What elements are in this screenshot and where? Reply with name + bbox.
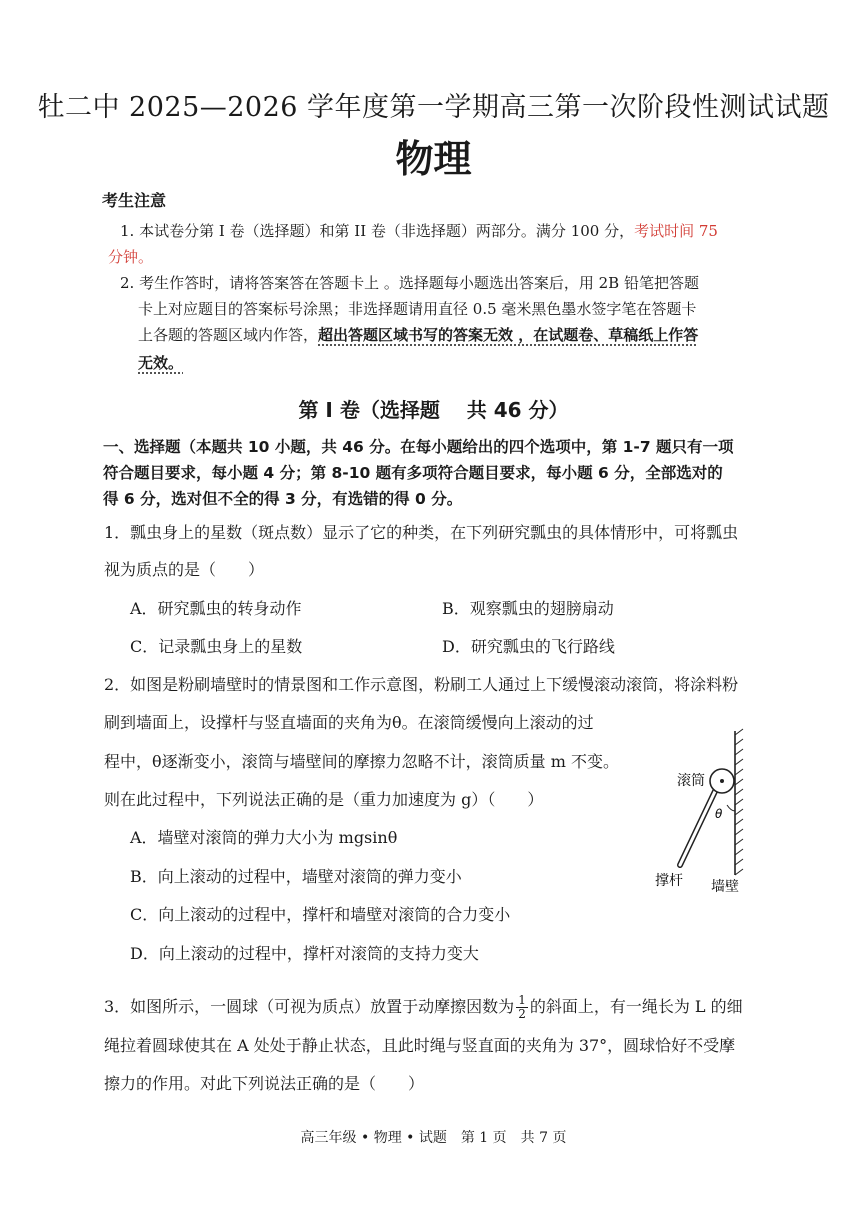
section-intro-line3: 得 6 分，选对但不全的得 3 分，有选错的得 0 分。: [103, 490, 463, 508]
friction-fraction: [516, 994, 528, 1021]
notice-item-2-line1: 2. 考生作答时，请将答案答在答题卡上 。选择题每小题选出答案后，用 2B 铅笔把答题: [120, 274, 699, 292]
wall-label: 墙壁: [711, 879, 739, 895]
rod-label: 撑杆: [655, 873, 683, 889]
notice-invalid-warning-cont: 无效。: [138, 354, 184, 372]
question-2-option-b: B．向上滚动的过程中，墙壁对滚筒的弹力变小: [130, 867, 462, 886]
question-2-option-a: A．墙壁对滚筒的弹力大小为 mgsinθ: [130, 828, 398, 847]
section-intro-line2: 符合题目要求，每小题 4 分；第 8-10 题有多项符合题目要求，每小题 6 分，全部选对的: [103, 464, 723, 482]
notice-item-1: [120, 220, 718, 241]
notice-time-highlight-cont: 分钟。: [108, 248, 154, 266]
page-footer: 高三年级 • 物理 • 试题 第 1 页 共 7 页: [300, 1130, 567, 1146]
roller-label: 滚筒: [677, 773, 705, 789]
question-1-option-c: C．记录瓢虫身上的星数: [130, 637, 303, 656]
question-3-stem-line3: 擦力的作用。对此下列说法正确的是（ ）: [104, 1074, 425, 1093]
question-3-stem-line1a: 3．如图所示，一圆球（可视为质点）放置于动摩擦因数为: [104, 997, 515, 1016]
notice-invalid-warning: 超出答题区域书写的答案无效 ，在试题卷、草稿纸上作答: [318, 326, 699, 344]
question-2-option-d: D．向上滚动的过程中，撑杆对滚筒的支持力变大: [130, 944, 479, 963]
fraction-numerator: 1: [518, 993, 526, 1007]
angle-label: θ: [715, 807, 723, 821]
notice-item-2-line2: 卡上对应题目的答案标号涂黑；非选择题请用直径 0.5 毫米黑色墨水签字笔在答题卡: [138, 300, 697, 318]
question-3-stem-line2: 绳拉着圆球使其在 A 处处于静止状态，且此时绳与竖直面的夹角为 37°，圆球恰好不受摩: [104, 1036, 736, 1055]
notice-item-2-line3: [138, 324, 698, 345]
question-1-option-b: B．观察瓢虫的翅膀扇动: [442, 599, 614, 618]
section-title: 第 I 卷（选择题 共 46 分）: [298, 398, 569, 422]
question-3-stem-line1: [104, 994, 743, 1021]
question-2-stem-line3: 程中，θ逐渐变小，滚筒与墙壁间的摩擦力忽略不计，滚筒质量 m 不变。: [104, 752, 619, 771]
question-1-option-d: D．研究瓢虫的飞行路线: [442, 637, 615, 656]
roller-axle: [720, 779, 724, 783]
subject-title: 物理: [395, 136, 472, 181]
question-1-option-a: A．研究瓢虫的转身动作: [130, 599, 302, 618]
question-1-stem-line1: 1．瓢虫身上的星数（斑点数）显示了它的种类，在下列研究瓢虫的具体情形中，可将瓢虫: [104, 523, 739, 542]
question-2-option-c: C．向上滚动的过程中，撑杆和墙壁对滚筒的合力变小: [130, 905, 511, 924]
wall-hatching: [735, 729, 743, 875]
exam-title: 牡二中 2025—2026 学年度第一学期高三第一次阶段性测试试题: [37, 92, 830, 123]
section-intro-line1: 一、选择题（本题共 10 小题，共 46 分。在每小题给出的四个选项中，第 1-7 题只有一项: [103, 438, 734, 456]
fraction-denominator: 2: [518, 1007, 526, 1021]
question-3-stem-line1b: 的斜面上，有一绳长为 L 的细: [529, 997, 743, 1016]
question-2-stem-line1: 2．如图是粉刷墙壁时的情景图和工作示意图，粉刷工人通过上下缓慢滚动滚筒，将涂料粉: [104, 675, 739, 694]
notice-heading: 考生注意: [102, 191, 167, 210]
roller-wall-diagram: [655, 725, 775, 895]
angle-arc: [727, 805, 735, 811]
question-1-stem-line2: 视为质点的是（ ）: [104, 560, 265, 579]
notice-item-2-line3-text: 上各题的答题区域内作答，: [138, 326, 319, 344]
question-2-stem-line4: 则在此过程中，下列说法正确的是（重力加速度为 g）（ ）: [104, 790, 544, 809]
support-rod-inner: [680, 785, 718, 865]
notice-time-highlight: 考试时间 75: [634, 222, 718, 240]
question-2-stem-line2: 刷到墙面上，设撑杆与竖直墙面的夹角为θ。在滚筒缓慢向上滚动的过: [104, 713, 594, 732]
notice-item-1-text: 1. 本试卷分第 I 卷（选择题）和第 II 卷（非选择题）两部分。满分 100 分，: [120, 222, 635, 240]
